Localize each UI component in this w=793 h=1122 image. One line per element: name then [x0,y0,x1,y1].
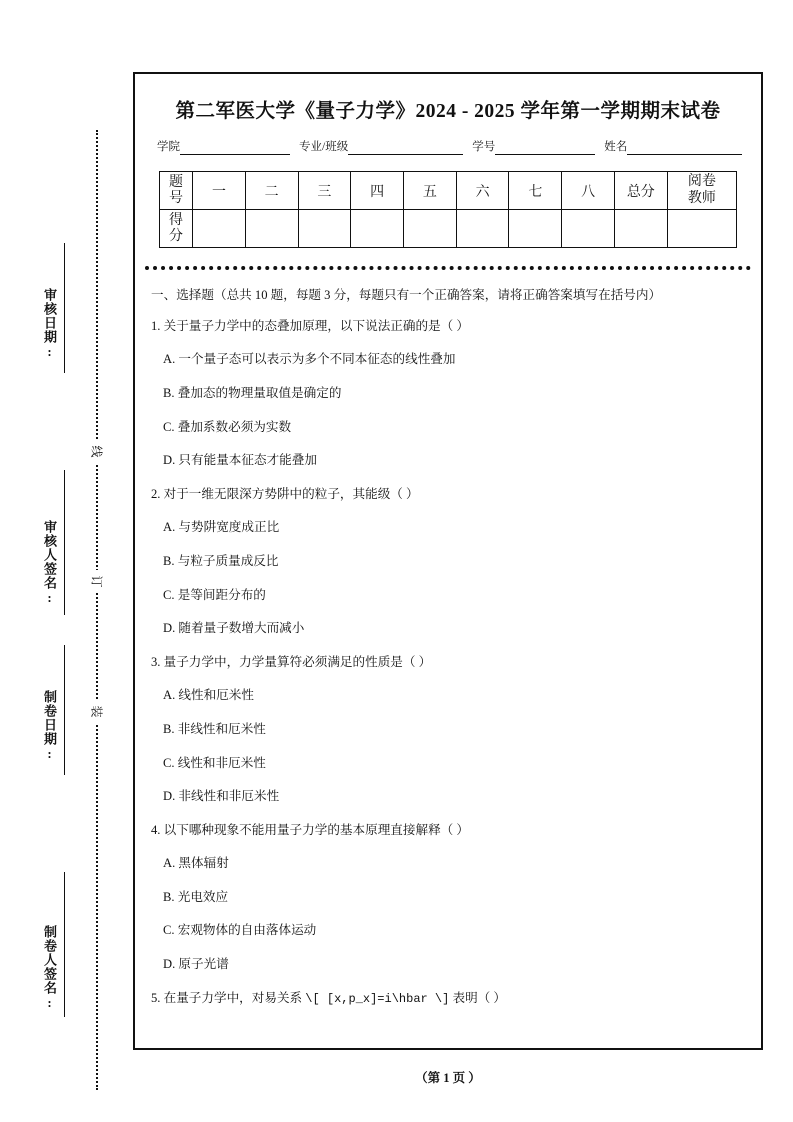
question-text: 以下哪种现象不能用量子力学的基本原理直接解释（ ） [163,822,470,837]
option-item[interactable] [151,343,745,377]
table-row-question-numbers [160,172,737,210]
option-key: A. [163,520,176,535]
option-key: C. [163,755,175,770]
exam-paper-frame [133,72,763,1050]
option-text: 是等间距分布的 [177,587,266,602]
option-key: C. [163,587,175,602]
option-item[interactable] [151,679,745,713]
student-id-field[interactable] [495,141,595,155]
grader-char-2: 教师 [687,190,716,206]
option-item[interactable] [151,444,745,478]
score-table-wrapper [159,171,737,248]
option-item[interactable] [151,712,745,746]
option-item[interactable] [151,746,745,780]
question-text-suffix: 表明（ ） [452,990,507,1005]
option-key: C. [163,923,175,938]
option-key: D. [163,621,176,636]
question-stem [151,477,745,511]
score-cell-total[interactable] [614,210,667,248]
option-text: 宏观物体的自由落体运动 [177,923,317,938]
option-item[interactable] [151,544,745,578]
option-item[interactable] [151,578,745,612]
student-info-line [135,138,761,155]
question-body [135,270,761,1015]
option-key: D. [163,957,176,972]
question-number: 5. [151,990,161,1005]
col-header-total: 总分 [614,172,667,210]
col-header-3: 三 [298,172,351,210]
option-item[interactable] [151,410,745,444]
make-signature-label: 制卷人签名: [42,925,57,1011]
question-stem [151,981,745,1015]
row-header-question-number [160,172,193,210]
option-item[interactable] [151,780,745,814]
info-label-major-class: 专业/班级 [299,141,349,153]
option-key: B. [163,553,175,568]
info-label-college: 学院 [157,141,180,153]
latex-expression: \[ [x,p_x]=i\hbar \] [305,991,450,1006]
score-cell-2[interactable] [245,210,298,248]
question-stem [151,813,745,847]
option-text: 线性和非厄米性 [177,755,266,770]
college-field[interactable] [180,141,290,155]
binding-dotted-line [96,130,98,1090]
info-label-name: 姓名 [604,141,628,153]
score-cell-1[interactable] [193,210,246,248]
question-text-prefix: 在量子力学中，对易关系 [163,990,303,1005]
col-header-2: 二 [245,172,298,210]
option-text: 光电效应 [177,889,229,904]
option-text: 非线性和非厄米性 [178,789,280,804]
page-title: 第二军医大学《量子力学》2024 - 2025 学年第一学期期末试卷 [175,101,721,122]
binding-mark-ding [86,570,108,593]
binding-mark-xian [86,440,108,463]
score-cell-4[interactable] [351,210,404,248]
audit-signature-rule [64,470,65,615]
option-text: 黑体辐射 [178,856,229,871]
col-header-4: 四 [351,172,404,210]
binding-mark-xian-text: 线 [89,445,104,458]
name-field[interactable] [627,141,742,155]
score-cell-3[interactable] [298,210,351,248]
score-table [159,171,737,248]
audit-date-rule [64,243,65,373]
option-key: D. [163,789,176,804]
left-binding-margin [0,0,132,1122]
col-header-1: 一 [193,172,246,210]
question-number: 2. [151,486,161,501]
option-text: 非线性和厄米性 [177,721,266,736]
major-class-field[interactable] [348,141,463,155]
option-text: 只有能量本征态才能叠加 [178,453,317,468]
audit-signature-label: 审核人签名: [42,520,57,606]
option-item[interactable] [151,880,745,914]
section-heading: 一、选择题（总共 10 题，每题 3 分，每题只有一个正确答案，请将正确答案填写在括号内） [151,288,662,302]
option-key: A. [163,856,176,871]
option-key: A. [163,688,176,703]
option-item[interactable] [151,948,745,982]
audit-date-label: 审核日期: [42,288,57,360]
binding-mark-ding-text: 订 [89,575,104,588]
stub-char-1: 题 [169,174,184,190]
question-number: 3. [151,654,161,669]
option-key: A. [163,352,176,367]
option-text: 叠加态的物理量取值是确定的 [177,385,342,400]
binding-mark-zhuang [86,700,108,723]
option-text: 一个量子态可以表示为多个不同本征态的线性叠加 [178,352,456,367]
option-item[interactable] [151,847,745,881]
option-text: 原子光谱 [178,957,229,972]
grader-char-1: 阅卷 [687,173,716,189]
question-stem [151,309,745,343]
make-date-rule [64,645,65,775]
score-cell-8[interactable] [562,210,615,248]
col-header-grader [667,172,736,210]
option-item[interactable] [151,914,745,948]
score-cell-grader[interactable] [667,210,736,248]
score-cell-7[interactable] [509,210,562,248]
option-text: 叠加系数必须为实数 [177,419,292,434]
stub-char-2: 号 [169,190,184,206]
option-key: D. [163,453,176,468]
option-key: B. [163,385,175,400]
score-stub-char-2: 分 [169,228,184,244]
make-date-label: 制卷日期: [42,690,57,762]
option-key: C. [163,419,175,434]
col-header-6: 六 [456,172,509,210]
option-item[interactable] [151,612,745,646]
option-text: 线性和厄米性 [178,688,254,703]
option-text: 随着量子数增大而减小 [178,621,305,636]
option-key: B. [163,889,175,904]
col-header-5: 五 [404,172,457,210]
question-stem [151,645,745,679]
col-header-8: 八 [562,172,615,210]
question-text: 量子力学中，力学量算符必须满足的性质是（ ） [163,654,432,669]
score-stub-char-1: 得 [169,212,184,228]
option-text: 与势阱宽度成正比 [178,520,280,535]
question-number: 1. [151,318,161,333]
table-row-scores [160,210,737,248]
question-text: 对于一维无限深方势阱中的粒子，其能级（ ） [163,486,419,501]
col-header-7: 七 [509,172,562,210]
option-text: 与粒子质量成反比 [177,553,279,568]
make-signature-rule [64,872,65,1017]
question-number: 4. [151,822,161,837]
question-text: 关于量子力学中的态叠加原理，以下说法正确的是（ ） [163,318,470,333]
page-footer: （第 1 页 ） [415,1071,481,1085]
option-item[interactable] [151,511,745,545]
binding-mark-zhuang-text: 装 [89,705,104,718]
option-item[interactable] [151,376,745,410]
score-cell-5[interactable] [404,210,457,248]
score-cell-6[interactable] [456,210,509,248]
option-key: B. [163,721,175,736]
row-header-score [160,210,193,248]
info-label-student-id: 学号 [472,141,496,153]
